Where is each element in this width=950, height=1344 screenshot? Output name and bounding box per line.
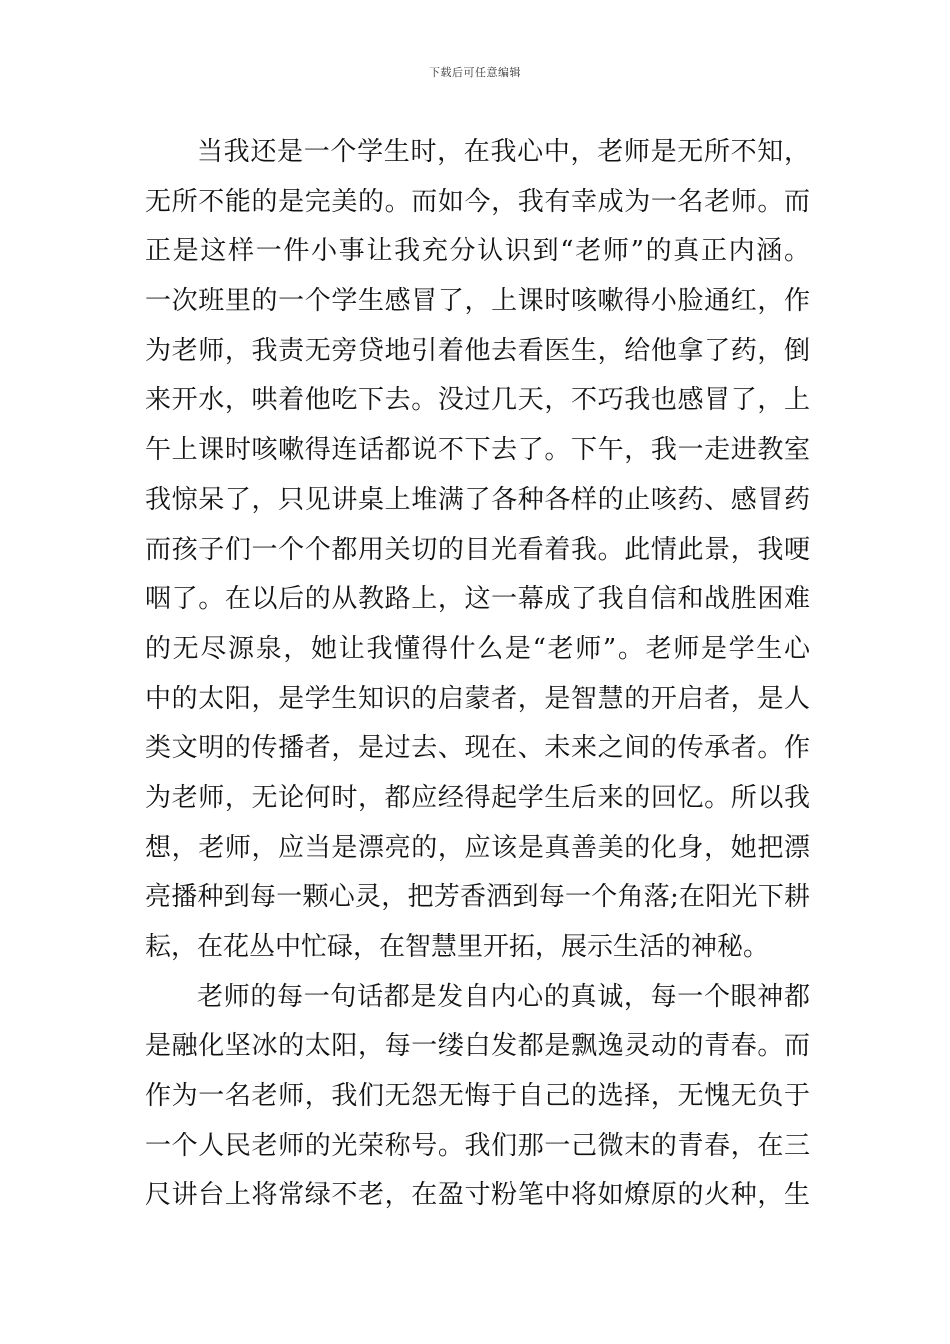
paragraph-2 bbox=[145, 973, 810, 1221]
text-line: 为老师，无论何时，都应经得起学生后来的回忆。所以我 bbox=[145, 782, 810, 813]
text-line: 作为一名老师，我们无怨无悔于自己的选择，无愧无负于 bbox=[145, 1081, 810, 1112]
text-line: 老师的每一句话都是发自内心的真诚，每一个眼神都 bbox=[197, 981, 810, 1012]
paragraph-1 bbox=[145, 128, 810, 973]
text-line: 我惊呆了，只见讲桌上堆满了各种各样的止咳药、感冒药 bbox=[145, 484, 810, 515]
text-line: 无所不能的是完美的。而如今，我有幸成为一名老师。而 bbox=[145, 186, 810, 217]
document-body bbox=[145, 128, 810, 1221]
text-line: 一次班里的一个学生感冒了，上课时咳嗽得小脸通红，作 bbox=[145, 286, 810, 317]
text-line: 正是这样一件小事让我充分认识到“老师”的真正内涵。 bbox=[145, 236, 810, 267]
text-line: 尺讲台上将常绿不老，在盈寸粉笔中将如燎原的火种，生 bbox=[145, 1180, 810, 1211]
text-line: 为老师，我责无旁贷地引着他去看医生，给他拿了药，倒 bbox=[145, 335, 810, 366]
text-line: 而孩子们一个个都用关切的目光看着我。此情此景，我哽 bbox=[145, 534, 810, 565]
text-line: 午上课时咳嗽得连话都说不下去了。下午，我一走进教室 bbox=[145, 435, 810, 466]
text-line: 中的太阳，是学生知识的启蒙者，是智慧的开启者，是人 bbox=[145, 683, 810, 714]
text-line: 类文明的传播者，是过去、现在、未来之间的传承者。作 bbox=[145, 733, 810, 764]
text-line: 来开水，哄着他吃下去。没过几天，不巧我也感冒了，上 bbox=[145, 385, 810, 416]
text-line: 亮播种到每一颗心灵，把芳香洒到每一个角落;在阳光下耕 bbox=[145, 882, 810, 913]
text-line: 的无尽源泉，她让我懂得什么是“老师”。老师是学生心 bbox=[145, 633, 810, 664]
text-line: 想，老师，应当是漂亮的，应该是真善美的化身，她把漂 bbox=[145, 832, 810, 863]
text-line: 当我还是一个学生时，在我心中，老师是无所不知， bbox=[197, 137, 810, 167]
text-line: 耘，在花丛中忙碌，在智慧里开拓，展示生活的神秘。 bbox=[145, 932, 770, 962]
text-line: 是融化坚冰的太阳，每一缕白发都是飘逸灵动的青春。而 bbox=[145, 1031, 810, 1062]
text-line: 咽了。在以后的从教路上，这一幕成了我自信和战胜困难 bbox=[145, 584, 810, 615]
text-line: 一个人民老师的光荣称号。我们那一己微末的青春，在三 bbox=[145, 1130, 810, 1161]
page-header: 下载后可任意编辑 bbox=[429, 66, 521, 79]
